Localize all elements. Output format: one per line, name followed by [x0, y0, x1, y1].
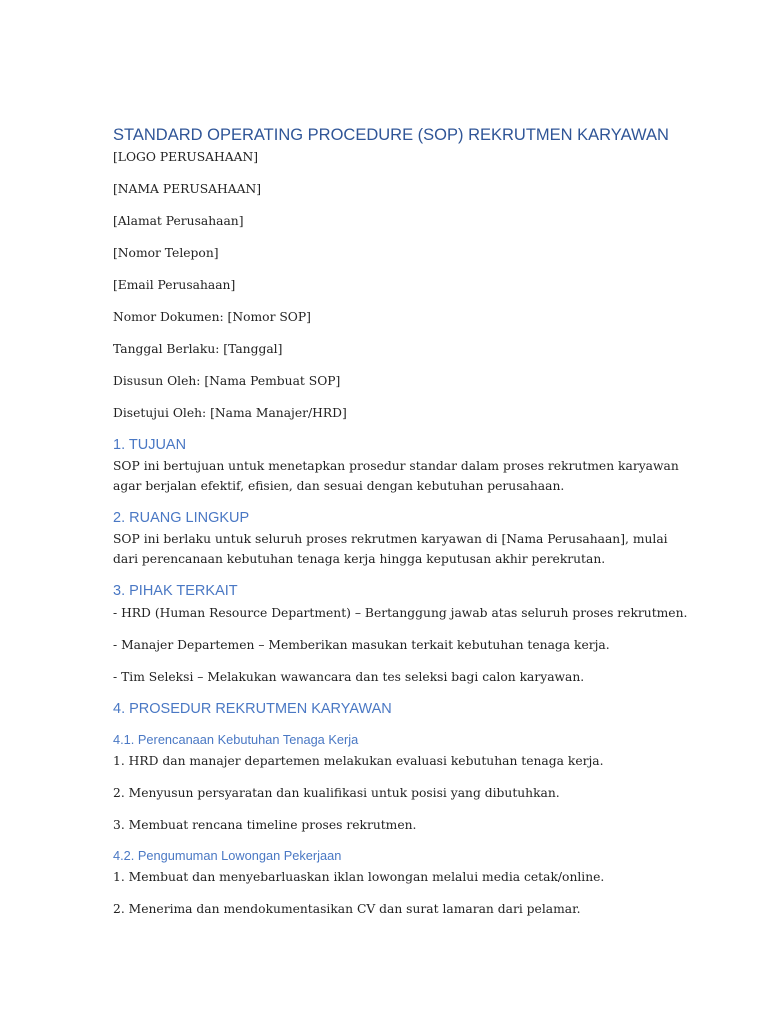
header-company-email: [Email Perusahaan]: [113, 278, 236, 292]
list-item-tim-seleksi: - Tim Seleksi – Melakukan wawancara dan tes seleksi bagi calon karyawan.: [113, 670, 585, 684]
section-heading-prosedur: 4. PROSEDUR REKRUTMEN KARYAWAN: [113, 701, 392, 717]
header-document-number: Nomor Dokumen: [Nomor SOP]: [113, 310, 311, 324]
list-item-hrd: - HRD (Human Resource Department) – Bertanggung jawab atas seluruh proses rekrutmen.: [113, 606, 688, 620]
subsection-heading-pengumuman: 4.2. Pengumuman Lowongan Pekerjaan: [113, 848, 342, 863]
list-item: 2. Menerima dan mendokumentasikan CV dan surat lamaran dari pelamar.: [113, 902, 581, 916]
paragraph-line: SOP ini bertujuan untuk menetapkan prosedur standar dalam proses rekrutmen karyawan: [113, 459, 679, 473]
paragraph-line: SOP ini berlaku untuk seluruh proses rekrutmen karyawan di [Nama Perusahaan], mulai: [113, 532, 668, 546]
header-approved-by: Disetujui Oleh: [Nama Manajer/HRD]: [113, 406, 347, 420]
paragraph-line: agar berjalan efektif, efisien, dan sesuai dengan kebutuhan perusahaan.: [113, 478, 565, 493]
header-prepared-by: Disusun Oleh: [Nama Pembuat SOP]: [113, 374, 341, 388]
section-heading-ruang-lingkup: 2. RUANG LINGKUP: [113, 510, 250, 526]
document-body: [113, 124, 688, 931]
subsection-heading-perencanaan: 4.1. Perencanaan Kebutuhan Tenaga Kerja: [113, 732, 359, 747]
section-heading-tujuan: 1. TUJUAN: [113, 437, 187, 453]
header-logo-placeholder: [LOGO PERUSAHAAN]: [113, 150, 259, 164]
section-text-tujuan: [113, 457, 679, 496]
document-title: STANDARD OPERATING PROCEDURE (SOP) REKRUTMEN KARYAWAN: [113, 126, 669, 144]
header-company-address: [Alamat Perusahaan]: [113, 214, 244, 228]
list-item: 2. Menyusun persyaratan dan kualifikasi untuk posisi yang dibutuhkan.: [113, 786, 560, 800]
header-phone-number: [Nomor Telepon]: [113, 246, 219, 260]
list-item: 1. HRD dan manajer departemen melakukan evaluasi kebutuhan tenaga kerja.: [113, 754, 604, 768]
paragraph-line: dari perencanaan kebutuhan tenaga kerja hingga keputusan akhir perekrutan.: [113, 551, 606, 566]
section-heading-pihak-terkait: 3. PIHAK TERKAIT: [113, 583, 238, 599]
list-item-manajer: - Manajer Departemen – Memberikan masukan terkait kebutuhan tenaga kerja.: [113, 638, 610, 652]
header-company-name: [NAMA PERUSAHAAN]: [113, 182, 262, 196]
list-item: 1. Membuat dan menyebarluaskan iklan lowongan melalui media cetak/online.: [113, 870, 605, 884]
list-item: 3. Membuat rencana timeline proses rekrutmen.: [113, 818, 417, 832]
header-effective-date: Tanggal Berlaku: [Tanggal]: [113, 342, 283, 356]
document-header-block: [113, 147, 658, 423]
section-text-ruang-lingkup: [113, 530, 668, 569]
